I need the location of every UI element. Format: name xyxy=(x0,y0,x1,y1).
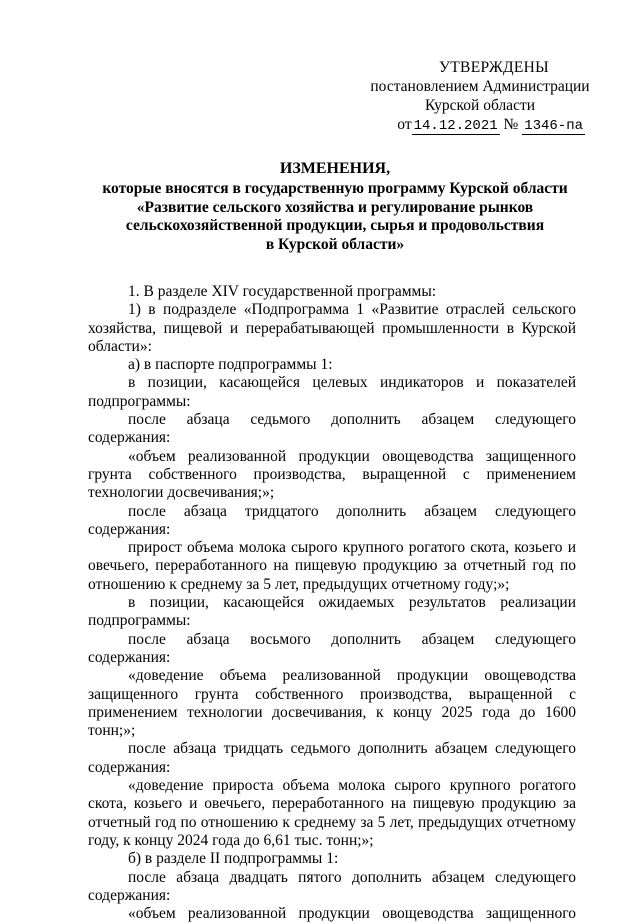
approval-title: УТВЕРЖДЕНЫ xyxy=(439,59,549,76)
approval-line-1: постановлением Администрации xyxy=(370,78,590,95)
paragraph: после абзаца восьмого дополнить абзацем следующего содержания: xyxy=(88,630,576,666)
approval-from-label: от xyxy=(397,116,412,133)
header-line-2: «Развитие сельского хозяйства и регулирование рынков xyxy=(136,198,534,216)
approval-date-number xyxy=(360,115,600,136)
paragraph: «объем реализованной продукции овощеводства защищенного xyxy=(128,905,576,923)
header-line-3: сельскохозяйственной продукции, сырья и продовольствия xyxy=(125,217,545,235)
paragraph: после абзаца тридцатого дополнить абзацем следующего содержания: xyxy=(88,502,576,538)
approval-stamp xyxy=(360,58,600,136)
paragraph: после абзаца тридцать седьмого дополнить абзацем следующего содержания: xyxy=(88,740,576,776)
header-line-1: которые вносятся в государственную программу Курской области xyxy=(102,180,568,198)
approval-line-2: Курской области xyxy=(424,97,536,114)
paragraph: «доведение объема реализованной продукции овощеводства защищенного грунта собственного производства, выращенной с применением технологии досвечивания, к концу 2025 года до 1600 тонн;»; xyxy=(88,667,576,740)
approval-number: 1346-па xyxy=(524,118,583,134)
paragraph: в позиции, касающейся целевых индикаторов и показателей подпрограммы: xyxy=(88,374,576,410)
approval-date: 14.12.2021 xyxy=(413,118,498,134)
paragraph: 1. В разделе XIV государственной программы: xyxy=(128,283,437,300)
paragraph: в позиции, касающейся ожидаемых результатов реализации подпрограммы: xyxy=(88,594,576,630)
header-line-4: в Курской области» xyxy=(265,235,405,253)
approval-number-label: № xyxy=(503,116,519,133)
paragraph: «доведение прироста объема молока сырого крупного рогатого скота, козьего и овечьего, переработанного на пищевую продукцию за отчетный год по отношению к среднему за 5 лет, предыдущих отчетному году, к концу 2024 года до 6,61 тыс. тонн;»; xyxy=(88,777,576,849)
document-title: ИЗМЕНЕНИЯ, xyxy=(279,160,391,177)
paragraph: 1) в подразделе «Подпрограмма 1 «Развитие отраслей сельского хозяйства, пищевой и перерабатывающей промышленности в Курской области»: xyxy=(88,301,576,355)
paragraph: а) в паспорте подпрограммы 1: xyxy=(128,356,333,374)
paragraph: после абзаца двадцать пятого дополнить абзацем следующего содержания: xyxy=(88,868,576,904)
paragraph: прирост объема молока сырого крупного рогатого скота, козьего и овечьего, переработанного на пищевую продукцию за отчетный год по отношению к среднему за 5 лет, предыдущих отчетному году;»; xyxy=(88,539,576,593)
document-header xyxy=(80,160,590,254)
paragraph: после абзаца седьмого дополнить абзацем следующего содержания: xyxy=(88,411,576,447)
paragraph: б) в разделе II подпрограммы 1: xyxy=(128,850,339,868)
paragraph: «объем реализованной продукции овощеводства защищенного грунта собственного производства, выращенной с применением технологии досвечивания;»; xyxy=(88,447,576,502)
document-body xyxy=(88,283,576,923)
